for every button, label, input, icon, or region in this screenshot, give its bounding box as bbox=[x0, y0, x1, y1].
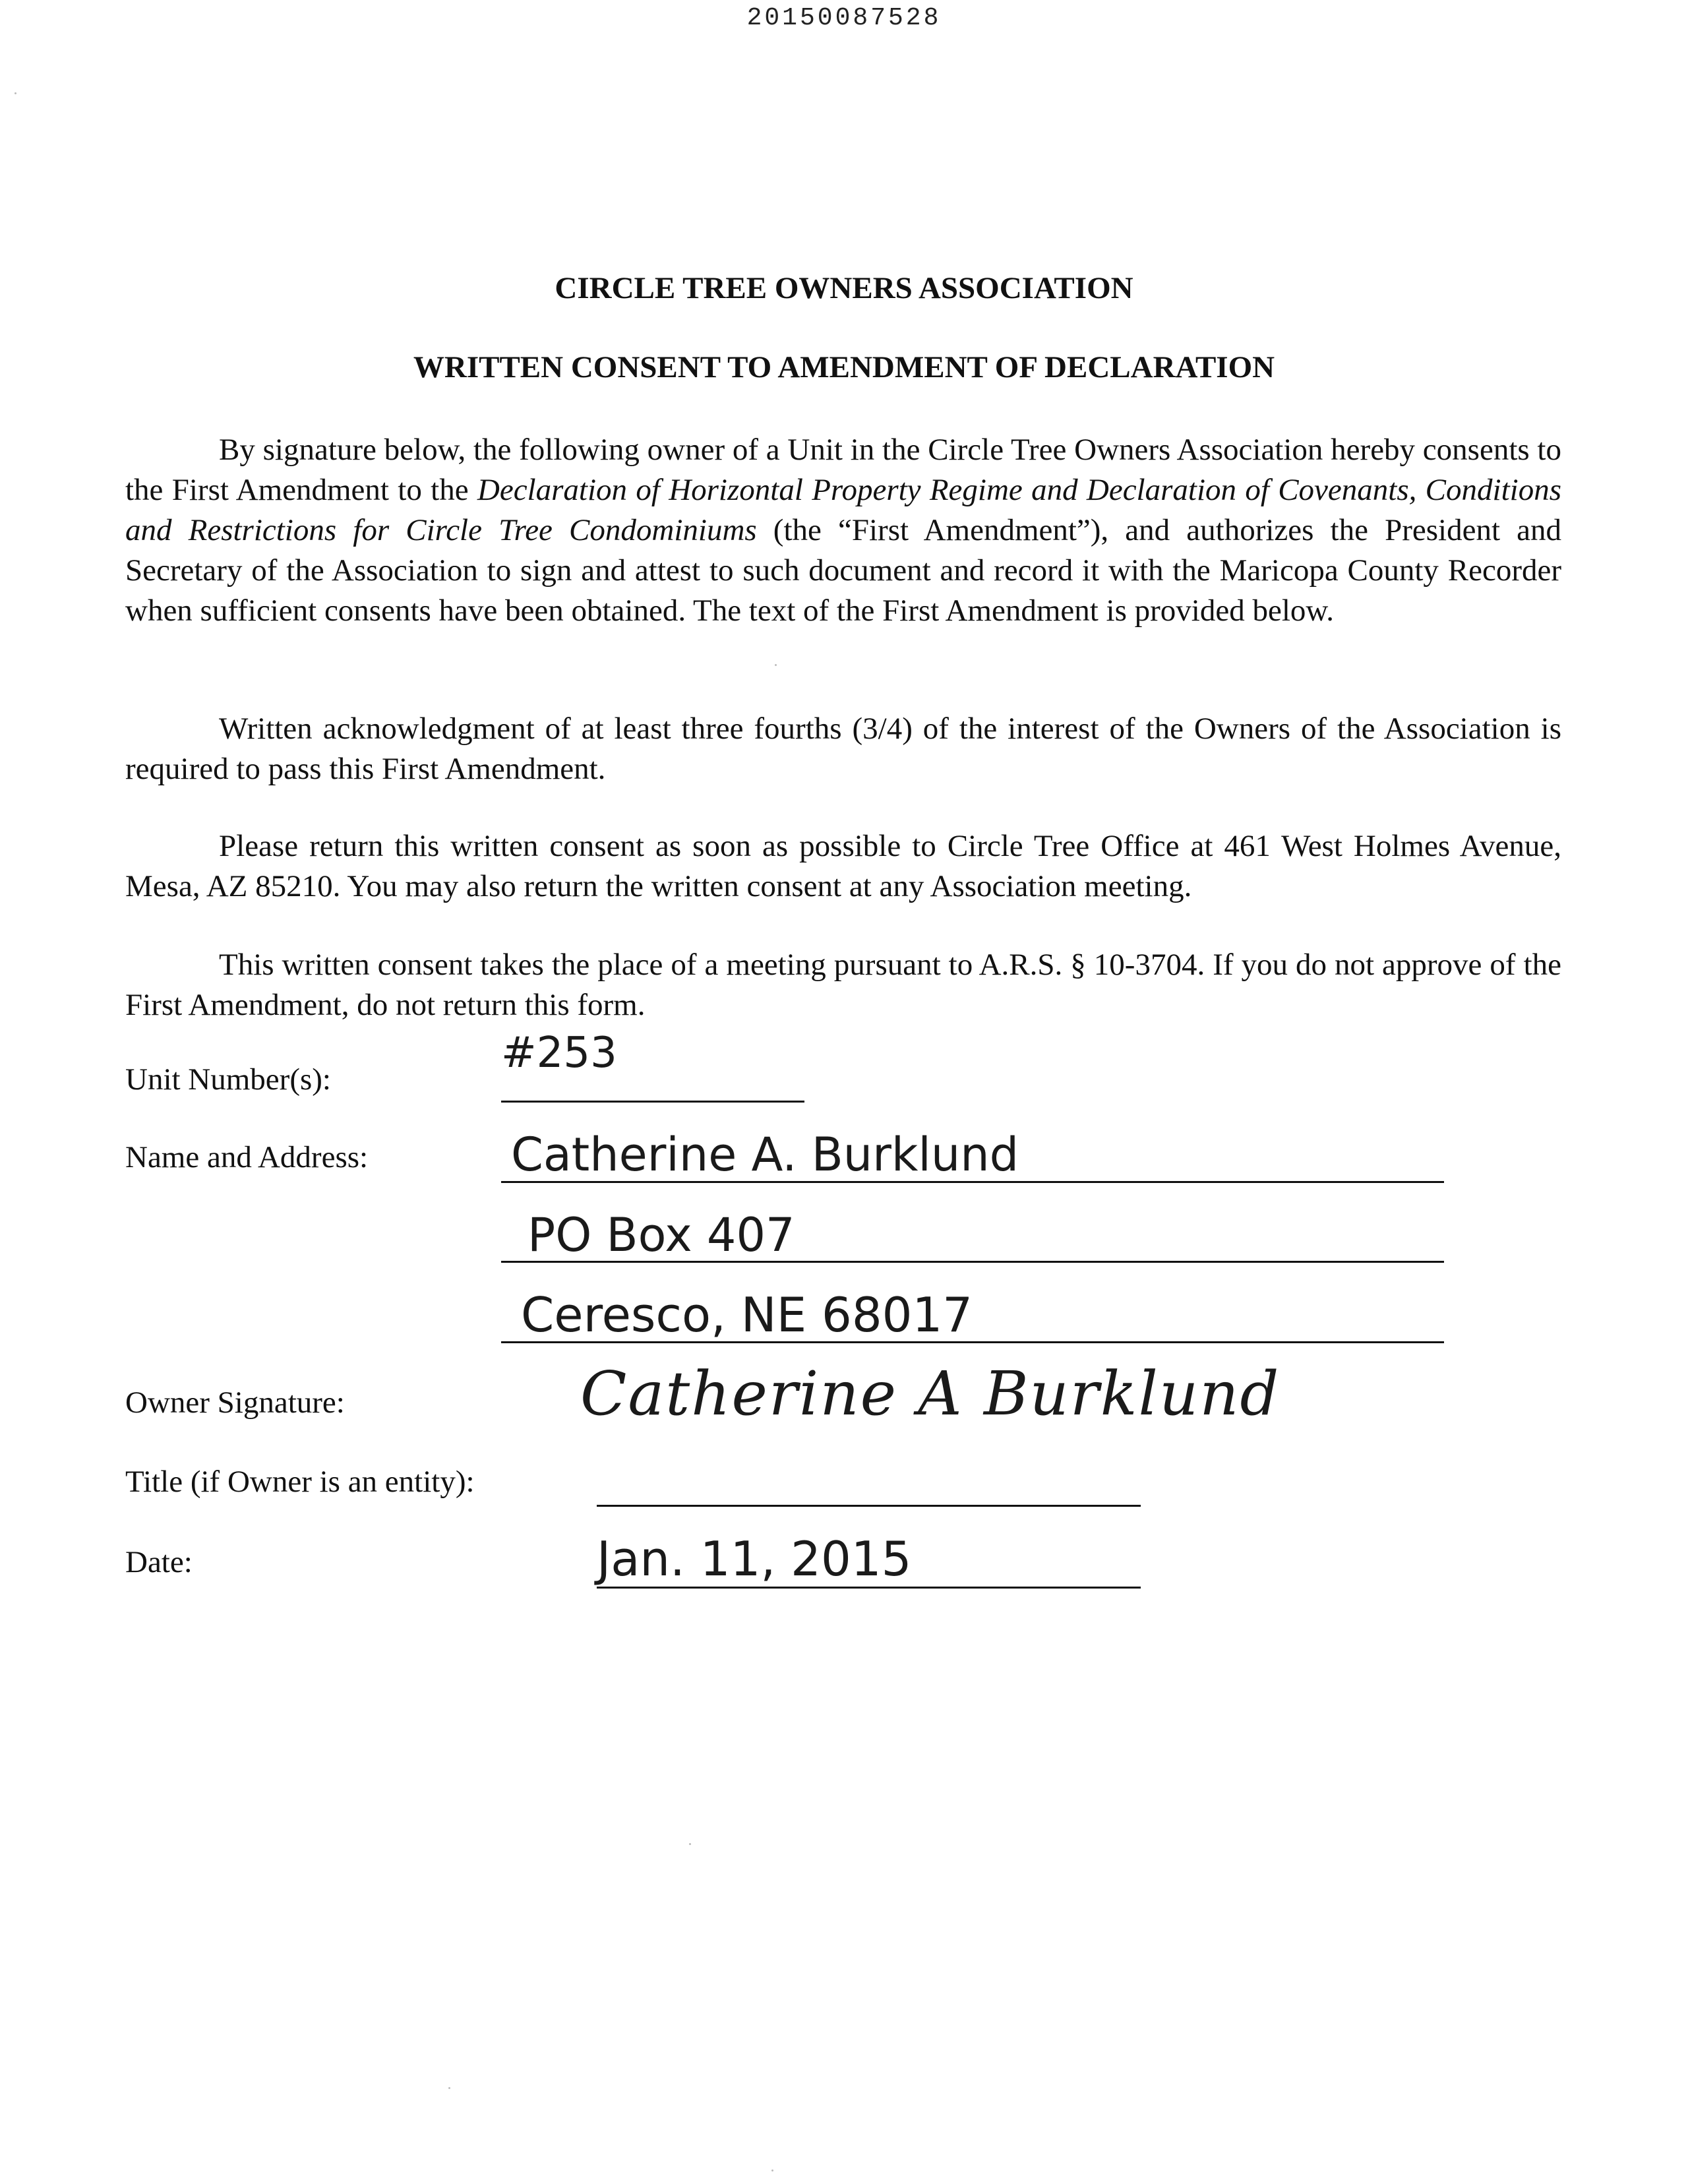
consent-paragraph-start: By signature below, the following owner of a Unit in the Circle Tree Owners Association hereby consents to the First Amendment to the bbox=[125, 433, 1561, 507]
recording-number: 20150087528 bbox=[746, 4, 942, 32]
scan-speck bbox=[775, 664, 777, 666]
address-line-2 bbox=[501, 1341, 1444, 1343]
meeting-notice-paragraph: This written consent takes the place of a meeting pursuant to A.R.S. § 10-3704. If you do not approve of the First Amendment, do not return this form. bbox=[125, 948, 1561, 1022]
address-line-2-value: Ceresco, NE 68017 bbox=[521, 1287, 973, 1343]
unit-number-line bbox=[501, 1101, 804, 1103]
owner-signature: Catherine A Burklund bbox=[580, 1358, 1281, 1429]
declaration-title: Declaration of Horizontal Property Regime and Declaration of Covenants, Conditions and Restrictions for Circle Tree Condominiums bbox=[125, 473, 1561, 547]
title-label: Title (if Owner is an entity): bbox=[125, 1465, 475, 1499]
document-title: CIRCLE TREE OWNERS ASSOCIATION bbox=[555, 271, 1133, 305]
address-line-1 bbox=[501, 1261, 1444, 1263]
return-instructions-paragraph: Please return this written consent as soon as possible to Circle Tree Office at 461 West Holmes Avenue, Mesa, AZ 85210. You may also return the written consent at any Association meeting. bbox=[125, 829, 1561, 903]
address-line-1-value: PO Box 407 bbox=[528, 1208, 795, 1262]
consent-paragraph bbox=[125, 430, 1561, 631]
name-address-label: Name and Address: bbox=[125, 1140, 369, 1174]
document-subtitle: WRITTEN CONSENT TO AMENDMENT OF DECLARATION bbox=[413, 350, 1275, 384]
owner-signature-label: Owner Signature: bbox=[125, 1385, 345, 1420]
acknowledgment-paragraph: Written acknowledgment of at least three fourths (3/4) of the interest of the Owners of the Association is required to pass this First Amendment. bbox=[125, 712, 1561, 786]
scan-speck bbox=[771, 2169, 773, 2171]
date-label: Date: bbox=[125, 1545, 193, 1579]
title-line bbox=[597, 1505, 1141, 1507]
scan-speck bbox=[448, 2087, 450, 2089]
date-line bbox=[597, 1587, 1141, 1589]
scan-speck bbox=[15, 92, 16, 94]
name-line bbox=[501, 1181, 1444, 1183]
unit-number-label: Unit Number(s): bbox=[125, 1062, 331, 1097]
date-value: Jan. 11, 2015 bbox=[597, 1531, 912, 1587]
scan-speck bbox=[689, 1843, 691, 1845]
consent-paragraph-end: (the “First Amendment”), and authorizes the President and Secretary of the Association to sign and attest to such document and record it with the Maricopa County Recorder when sufficient consents have been obtained. The text of the First Amendment is provided below. bbox=[125, 513, 1561, 628]
owner-name-value: Catherine A. Burklund bbox=[511, 1128, 1019, 1182]
unit-number-value: #253 bbox=[501, 1029, 617, 1077]
